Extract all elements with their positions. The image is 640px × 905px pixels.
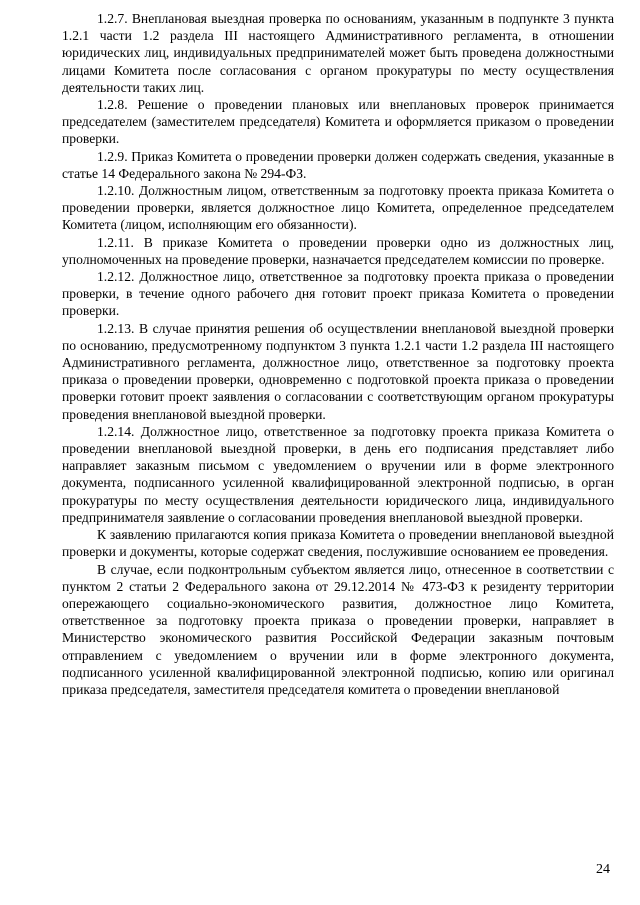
paragraph-1-2-14: 1.2.14. Должностное лицо, ответственное за подготовку проекта приказа Комитета о проведении внеплановой выездной проверки, в день его подписания представляет либо направляет заказным письмом с уведомлением о вручении или в форме электронного документа, подписанного усиленной квалифицированной электронной подписью, в орган прокуратуры по месту осуществления деятельности юридического лица, индивидуального предпринимателя заявление о согласовании проведения внеплановой выездной проверки. <box>62 423 614 525</box>
paragraph-1-2-10: 1.2.10. Должностным лицом, ответственным за подготовку проекта приказа Комитета о проведении проверки, является должностное лицо Комитета, определенное председателем Комитета (лицом, исполняющим его обязанности). <box>62 183 614 233</box>
paragraph-attachment: К заявлению прилагаются копия приказа Комитета о проведении внеплановой выездной проверки и документы, которые содержат сведения, послужившие основанием ее проведения. <box>62 527 614 560</box>
paragraph-1-2-11: 1.2.11. В приказе Комитета о проведении проверки одно из должностных лиц, уполномоченных на проведение проверки, назначается председателем комиссии по проверке. <box>62 234 614 267</box>
paragraph-1-2-9: 1.2.9. Приказ Комитета о проведении проверки должен содержать сведения, указанные в статье 14 Федерального закона № 294-ФЗ. <box>62 148 614 181</box>
paragraph-1-2-13: 1.2.13. В случае принятия решения об осуществлении внеплановой выездной проверки по основанию, предусмотренному подпунктом 3 пункта 1.2.1 части 1.2 раздела III настоящего Административного регламента, должностное лицо, ответственное за подготовку проекта приказа о проведении проверки, одновременно с подготовкой проекта приказа о проведении проверки готовит проект заявления о согласовании с соответствующим органом прокуратуры проведения внеплановой выездной проверки. <box>62 320 614 422</box>
paragraph-1-2-7: 1.2.7. Внеплановая выездная проверка по основаниям, указанным в подпункте 3 пункта 1.2.1 части 1.2 раздела III настоящего Административного регламента, в отношении юридических лиц, индивидуальных предпринимателей может быть проведена должностными лицами Комитета после согласования с органом прокуратуры по месту осуществления деятельности таких лиц. <box>62 11 614 95</box>
document-page <box>62 10 614 698</box>
paragraph-1-2-8: 1.2.8. Решение о проведении плановых или внеплановых проверок принимается председателем (заместителем председателя) Комитета и оформляется приказом о проведении проверки. <box>62 97 614 147</box>
page-number: 24 <box>596 862 610 877</box>
paragraph-resident-case: В случае, если подконтрольным субъектом является лицо, отнесенное в соответствии с пунктом 2 статьи 2 Федерального закона от 29.12.2014 № 473-ФЗ к резиденту территории опережающего социально-экономического развития, должностное лицо Комитета, ответственное за подготовку проекта приказа о проведении проверки, направляет в Министерство экономического развития Российской Федерации заказным почтовым отправлением с уведомлением о вручении или в форме электронного документа, подписанного усиленной квалифицированной электронной подписью, копию или оригинал приказа председателя, заместителя председателя комитета о проведении внеплановой <box>62 561 614 697</box>
paragraph-1-2-12: 1.2.12. Должностное лицо, ответственное за подготовку проекта приказа о проведении проверки, в течение одного рабочего дня готовит проект приказа Комитета о проведении проверки. <box>62 269 614 319</box>
